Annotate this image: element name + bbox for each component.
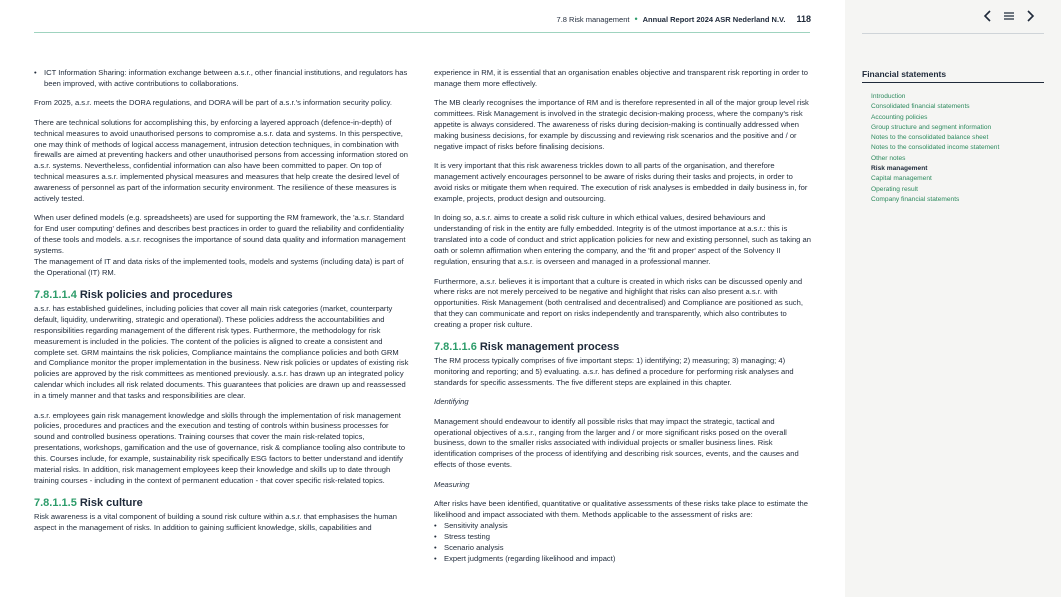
paragraph-risk-awareness: Risk awareness is a vital component of building a sound risk culture within a.s.r. that emphasises the human aspect in the management of risks. In addition to gaining sufficient knowledge, skills, capabilities and	[34, 511, 397, 532]
paragraph-mb-recognises: The MB clearly recognises the importance of RM and is therefore represented in all of the major group level risk committees. Risk Management is involved in the strategic decision-making process, where the company's risk appetite is always considered. The awareness of risks during decision-making is continually addressed when making business decisions, for example by discussing and reviewing risk scenarios and the positive and / or negative impact of risks before finalising decisions.	[434, 98, 809, 151]
heading-title: Risk culture	[79, 496, 143, 509]
paragraph-technical-measures: There are technical solutions for accomplishing this, by enforcing a layered approach (defence-in-depth) of technical measures to avoid unauthorised persons to compromise a.s.r. data and systems. In this perspective, one may think of methods of logical access management, intrusion detection techniques, in combination with firewalls are aimed at preventing hackers and other unauthorised persons from accessing information stored on a.s.r. systems. Nevertheless, confidential information can also have been committed to paper. On top of technical measures a.s.r. implemented physical measures and measures that help create the desired level of awareness of personnel as part of the information security environment. The resilience of these measures is actively tested.	[34, 117, 408, 204]
sidebar-divider	[862, 33, 1044, 34]
heading-number: 7.8.1.1.5	[34, 496, 77, 509]
chevron-left-icon[interactable]	[983, 10, 993, 22]
page-header	[557, 14, 811, 24]
menu-icon[interactable]	[1003, 11, 1015, 21]
sidebar-item-consolidated-financial-statements[interactable]: Consolidated financial statements	[871, 103, 970, 111]
heading-risk-policies	[34, 289, 411, 302]
paragraph-open-discussion: Furthermore, a.s.r. believes it is important that a culture is created in which risks can be discussed openly and where risks are not merely perceived to be negative and highlight that risks can also present a.s.r. with opportunities. Risk Management (both centralised and decentralised) and Compliance are positioned as such, that they can communicate and report on risks independently and transparently, which also contributes to creating a proper risk culture.	[434, 276, 803, 330]
paragraph-five-steps: The RM process typically comprises of five important steps: 1) identifying; 2) measuring; 3) managing; 4) monitoring and reporting; and 5) evaluating. a.s.r. has defined a procedure for performing risk analyses and standards for specific assessments. The five different steps are explained in this chapter.	[434, 356, 794, 387]
right-column	[434, 68, 812, 565]
sidebar-item-accounting-policies[interactable]: Accounting policies	[871, 113, 928, 121]
sidebar-nav	[871, 92, 999, 205]
sidebar-item-risk-management[interactable]: Risk management	[871, 165, 928, 173]
paragraph-employee-knowledge: a.s.r. employees gain risk management knowledge and skills through the implementation of risk management policies, procedures and practices and the execution and testing of controls within business processes for sound and controlled business operations. Training courses that cover the main risk-related topics, presentations, workshops, gamification and the use of governance, risk & compliance tooling also contribute to this. Courses include, for example, sustainability risk specifically ESG factors to better understand and identify material risks. In addition, risk management employees keep their knowledge and skills up to date through training courses - including in the context of permanent education - that cover specific risk-related topics.	[34, 410, 406, 485]
chevron-right-icon[interactable]	[1025, 10, 1035, 22]
methods-list	[444, 521, 812, 565]
sidebar-item-group-structure[interactable]: Group structure and segment information	[871, 123, 992, 131]
page-navigation	[983, 10, 1035, 22]
paragraph-experience: experience in RM, it is essential that an organisation enables objective and transparent risk reporting in order to manage them more effectively.	[434, 68, 808, 88]
sidebar-item-notes-income-statement[interactable]: Notes to the consolidated income statement	[871, 144, 1000, 152]
paragraph-dora: From 2025, a.s.r. meets the DORA regulations, and DORA will be part of a.s.r.'s information security policy.	[34, 98, 392, 108]
heading-number: 7.8.1.1.6	[434, 341, 477, 354]
list-item: • Stress testing	[444, 532, 812, 543]
sidebar-item-operating-result[interactable]: Operating result	[871, 185, 918, 193]
sidebar-item-other-notes[interactable]: Other notes	[871, 154, 906, 162]
list-item: • Sensitivity analysis	[444, 521, 812, 532]
heading-title: Risk policies and procedures	[79, 288, 233, 301]
paragraph-risk-awareness-trickles: It is very important that this risk awareness trickles down to all parts of the organisation, and therefore management actively encourages personnel to be aware of risks during their tasks and projects, in order to avoid risks or mitigate them when required. The execution of risk analyses is embedded in daily business in, for example, projects, product design and outsourcing.	[434, 161, 808, 204]
list-item: • Expert judgments (regarding likelihood and impact)	[444, 554, 812, 565]
paragraph-identifying: Management should endeavour to identify all possible risks that may impact the strategic, tactical and operational objectives of a.s.r., ranging from the larger and / or more significant risks posed on the overall business, down to the smaller risks associated with individual projects or smaller business lines. Risk identification comprises of the process of identifying and describing risk sources, events, and the causes and effects of those events.	[434, 416, 799, 470]
heading-risk-culture	[34, 497, 411, 510]
left-column	[34, 68, 411, 542]
sidebar-item-company-financial-statements[interactable]: Company financial statements	[871, 195, 960, 203]
subheading-measuring: Measuring	[434, 479, 470, 489]
heading-number: 7.8.1.1.4	[34, 288, 77, 301]
sidebar-item-introduction[interactable]: Introduction	[871, 93, 906, 100]
paragraph-guidelines: a.s.r. has established guidelines, including policies that cover all main risk categories (market, counterparty default, liquidity, underwriting, strategic and operational). These policies address the accountabilities and responsibilities regarding management of the different risk types. Furthermore, the methodology for risk measurement is included in the policies. The content of the policies is aligned to create a consistent and complete set. GRM maintains the risk policies, Compliance maintains the compliance policies and both GRM and Compliance monitor the proper implementation in the business. New risk policies or updates of existing risk policies are approved by the risk committees as mentioned previously. a.s.r. has drawn up an integrated policy calendar which includes all risk related documents. This guarantees that policies are drawn up and reassessed in a timely manner and that tasks and responsibilities are clear.	[34, 303, 409, 401]
sidebar-title: Financial statements	[862, 69, 1044, 83]
sidebar-panel	[845, 0, 1061, 597]
list-item: • Scenario analysis	[444, 543, 812, 554]
paragraph-end-user-computing: When user defined models (e.g. spreadsheets) are used for supporting the RM framework, the 'a.s.r. Standard for End user computing' defines and describes best practices in order to guard the reliability and confidentiality of these tools and models. a.s.r. recognises the importance of sound data quality and information management systems.	[34, 213, 406, 256]
bullet-ict-sharing: • ICT Information Sharing: information exchange between a.s.r., other financial institutions, and regulators has been improved, with active contributions to collaborations.	[34, 68, 411, 90]
header-report-title: Annual Report 2024 ASR Nederland N.V.	[642, 14, 786, 24]
paragraph-it-data-risks: The management of IT and data risks of the implemented tools, models and systems (including data) is part of the Operational (IT) RM.	[34, 257, 404, 277]
header-divider	[34, 32, 810, 33]
heading-title: Risk management process	[479, 341, 620, 354]
subheading-identifying: Identifying	[434, 397, 469, 407]
sidebar-item-notes-balance-sheet[interactable]: Notes to the consolidated balance sheet	[871, 134, 989, 142]
paragraph-measuring: After risks have been identified, quantitative or qualitative assessments of these risks take place to estimate the likelihood and impact associated with them. Methods applicable to the assessment of risks are:	[434, 499, 808, 519]
header-section: 7.8 Risk management	[556, 14, 630, 24]
sidebar-item-capital-management[interactable]: Capital management	[871, 175, 932, 183]
paragraph-solid-risk-culture: In doing so, a.s.r. aims to create a solid risk culture in which ethical values, desired behaviours and understanding of risk in the entity are fully embedded. Integrity is of the utmost importance at a.s.r.: this is translated into a code of conduct and strict application policies for new and existing personnel, such as taking an oath or solemn affirmation when entering the company, and the 'fit and proper' aspect of the Solvency II regulation, ensuring that a.s.r. is overseen and managed in a professional manner.	[434, 213, 811, 267]
page-number: 118	[796, 14, 811, 24]
header-dot-separator: •	[634, 14, 638, 24]
heading-risk-management-process	[434, 341, 812, 354]
